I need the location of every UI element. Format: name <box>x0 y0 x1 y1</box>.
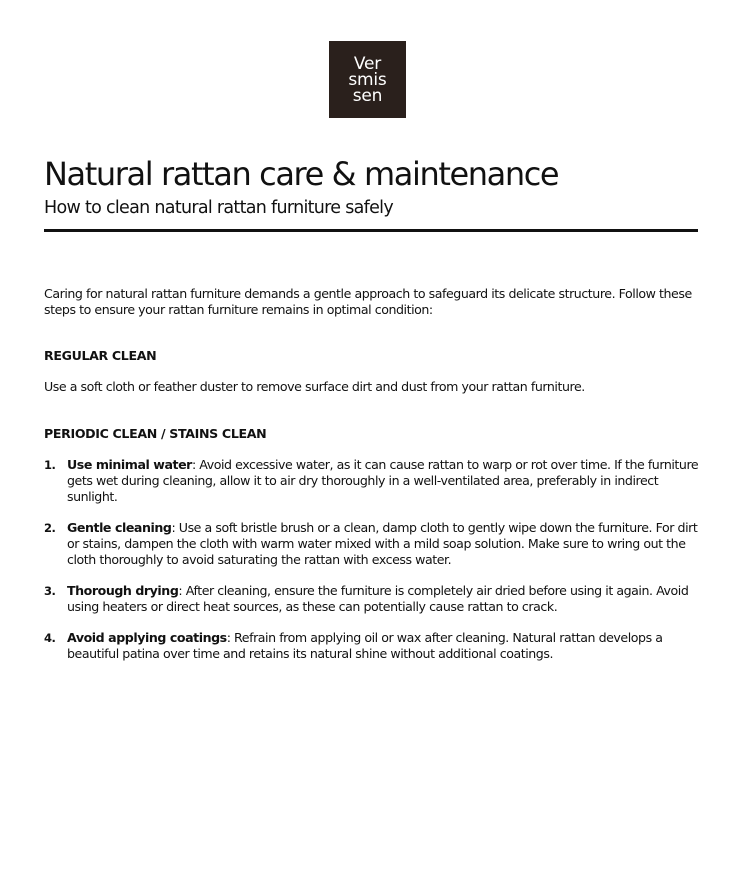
step-term: Gentle cleaning <box>67 520 172 535</box>
page-title: Natural rattan care & maintenance <box>44 155 559 193</box>
list-item <box>44 457 704 505</box>
regular-clean-text: Use a soft cloth or feather duster to remove surface dirt and dust from your rattan furniture. <box>44 379 585 394</box>
list-item <box>44 583 704 615</box>
brand-logo <box>329 41 406 118</box>
step-number: 4. <box>44 631 56 645</box>
step-term: Use minimal water <box>67 457 192 472</box>
logo-line-3: sen <box>352 85 383 106</box>
title-divider <box>44 229 698 232</box>
list-item <box>44 630 704 662</box>
step-text: : After cleaning, ensure the furniture is completely air dried before using it again. Avoid using heaters or direct heat sources, as these can potentially cause rattan to crack. <box>67 583 689 614</box>
intro-paragraph: Caring for natural rattan furniture demands a gentle approach to safeguard its delicate structure. Follow these steps to ensure your rattan furniture remains in optimal condition: <box>44 286 692 317</box>
periodic-clean-steps <box>44 457 704 677</box>
step-text: : Refrain from applying oil or wax after cleaning. Natural rattan develops a beautiful patina over time and retains its natural shine without additional coatings. <box>67 630 663 661</box>
step-term: Avoid applying coatings <box>67 630 227 645</box>
list-item <box>44 520 704 568</box>
step-text: : Use a soft bristle brush or a clean, damp cloth to gently wipe down the furniture. For dirt or stains, dampen the cloth with warm water mixed with a mild soap solution. Make sure to wring out the cloth thoroughly to avoid saturating the rattan with excess water. <box>67 520 698 567</box>
step-text: : Avoid excessive water, as it can cause rattan to warp or rot over time. If the furniture gets wet during cleaning, allow it to air dry thoroughly in a well-ventilated area, preferably in indirect sunlight. <box>67 457 699 504</box>
page-subtitle: How to clean natural rattan furniture safely <box>44 198 394 218</box>
logo-line-1: Ver <box>353 53 382 74</box>
step-term: Thorough drying <box>67 583 179 598</box>
periodic-clean-heading: PERIODIC CLEAN / STAINS CLEAN <box>44 426 267 441</box>
step-number: 3. <box>44 584 56 598</box>
step-number: 1. <box>44 458 56 472</box>
regular-clean-heading: REGULAR CLEAN <box>44 348 157 363</box>
logo-line-2: smis <box>348 69 387 90</box>
step-number: 2. <box>44 521 56 535</box>
